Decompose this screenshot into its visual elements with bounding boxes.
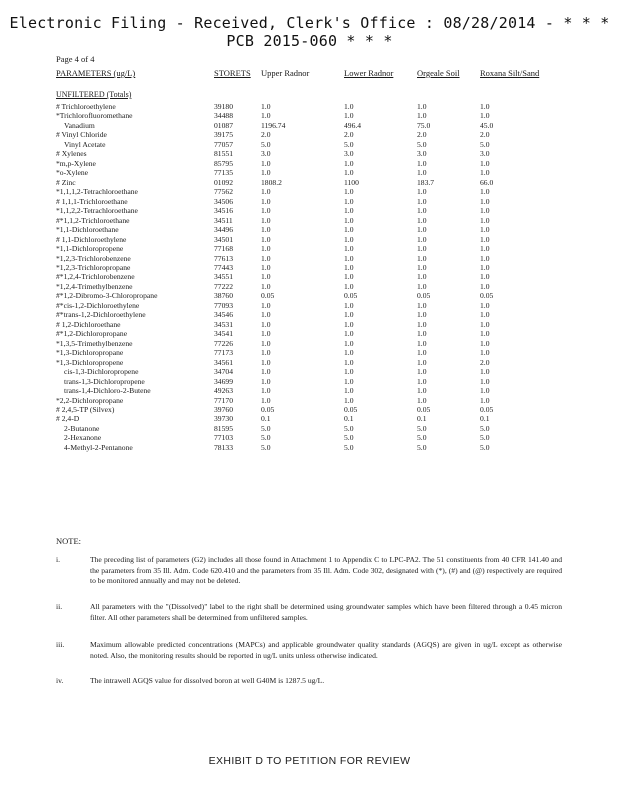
roxana-value: 1.0	[480, 319, 490, 329]
orgeale-soil-value: 1.0	[417, 348, 427, 358]
table-row	[56, 329, 576, 338]
col-header-orgeale-soil: Orgeale Soil	[417, 68, 460, 78]
lower-radnor-value: 1.0	[344, 395, 354, 405]
table-row	[56, 187, 576, 196]
storet-code: 77222	[214, 281, 233, 291]
orgeale-soil-value: 1.0	[417, 272, 427, 282]
orgeale-soil-value: 1.0	[417, 262, 427, 272]
parameter-name: *m,p-Xylene	[56, 158, 96, 168]
lower-radnor-value: 1.0	[344, 281, 354, 291]
table-row	[56, 433, 576, 442]
page-number: Page 4 of 4	[56, 54, 95, 64]
storet-code: 85795	[214, 158, 233, 168]
orgeale-soil-value: 1.0	[417, 187, 427, 197]
roxana-value: 2.0	[480, 357, 490, 367]
note-number: i.	[56, 555, 61, 564]
lower-radnor-value: 0.05	[344, 405, 358, 414]
storet-code: 39760	[214, 405, 233, 414]
roxana-value: 1.0	[480, 168, 490, 178]
storet-code: 39180	[214, 102, 233, 111]
parameter-name: Vinyl Acetate	[64, 139, 106, 149]
upper-radnor-value: 1.0	[261, 310, 271, 320]
orgeale-soil-value: 1.0	[417, 234, 427, 244]
table-row	[56, 216, 576, 225]
orgeale-soil-value: 1.0	[417, 215, 427, 225]
table-row	[56, 301, 576, 310]
table-row	[56, 140, 576, 149]
parameter-name: #*1,2,4-Trichlorobenzene	[56, 272, 135, 282]
orgeale-soil-value: 1.0	[417, 386, 427, 396]
table-row	[56, 348, 576, 357]
upper-radnor-value: 3.0	[261, 149, 271, 159]
upper-radnor-value: 1.0	[261, 300, 271, 310]
note-text: The preceding list of parameters (G2) includes all those found in Attachment 1 to Appendix C to LPC-PA2. The 51 constituents from 40 CFR 141.40 and the parameters from 35 Ill. Adm. Code 620.410 and the parameters from 35 Ill. Adm. Code 302, designated with (*), (#) and (@) respectively are required to be monitored annually and may not be deleted.	[90, 555, 562, 585]
col-header-parameters: PARAMETERS (ug/L)	[56, 68, 136, 78]
lower-radnor-value: 1100	[344, 177, 359, 187]
storet-code: 77093	[214, 300, 233, 310]
roxana-value: 5.0	[480, 433, 490, 443]
upper-radnor-value: 1.0	[261, 376, 271, 386]
lower-radnor-value: 1.0	[344, 329, 354, 339]
parameter-name: *1,1-Dichloropropene	[56, 244, 124, 254]
orgeale-soil-value: 75.0	[417, 120, 431, 130]
upper-radnor-value: 1.0	[261, 187, 271, 197]
parameter-name: trans-1,4-Dichloro-2-Butene	[64, 386, 151, 396]
lower-radnor-value: 1.0	[344, 168, 354, 178]
parameter-name: *o-Xylene	[56, 168, 89, 178]
roxana-value: 1.0	[480, 281, 490, 291]
upper-radnor-value: 0.1	[261, 414, 271, 424]
roxana-value: 1.0	[480, 206, 490, 216]
storet-code: 81595	[214, 423, 233, 433]
roxana-value: 1.0	[480, 158, 490, 168]
parameter-name: Vanadium	[64, 120, 95, 130]
roxana-value: 1.0	[480, 262, 490, 272]
roxana-value: 1.0	[480, 253, 490, 263]
roxana-value: 1.0	[480, 348, 490, 358]
parameter-name: *1,2,3-Trichlorobenzene	[56, 253, 131, 263]
upper-radnor-value: 1.0	[261, 102, 271, 111]
upper-radnor-value: 1.0	[261, 272, 271, 282]
roxana-value: 1.0	[480, 376, 490, 386]
note-number: ii.	[56, 602, 63, 611]
lower-radnor-value: 1.0	[344, 376, 354, 386]
table-row	[56, 272, 576, 281]
storet-code: 77173	[214, 348, 233, 358]
orgeale-soil-value: 1.0	[417, 310, 427, 320]
table-row	[56, 197, 576, 206]
orgeale-soil-value: 1.0	[417, 300, 427, 310]
storet-code: 38760	[214, 291, 233, 301]
orgeale-soil-value: 2.0	[417, 130, 427, 140]
orgeale-soil-value: 1.0	[417, 367, 427, 377]
roxana-value: 1.0	[480, 225, 490, 235]
table-row	[56, 149, 576, 158]
lower-radnor-value: 1.0	[344, 158, 354, 168]
orgeale-soil-value: 1.0	[417, 357, 427, 367]
upper-radnor-value: 1.0	[261, 225, 271, 235]
parameter-name: # 1,2-Dichloroethane	[56, 319, 121, 329]
storet-code: 77443	[214, 262, 233, 272]
parameter-name: #*1,2-Dibromo-3-Chloropropane	[56, 291, 158, 301]
upper-radnor-value: 1.0	[261, 253, 271, 263]
upper-radnor-value: 1.0	[261, 386, 271, 396]
parameter-name: # Trichloroethylene	[56, 102, 116, 111]
lower-radnor-value: 1.0	[344, 253, 354, 263]
table-row	[56, 206, 576, 215]
upper-radnor-value: 5.0	[261, 442, 271, 452]
parameter-name: *1,1,1,2-Tetrachloroethane	[56, 187, 138, 197]
parameter-name: *Trichlorofluoromethane	[56, 111, 133, 121]
upper-radnor-value: 1.0	[261, 215, 271, 225]
parameter-name: *1,1,2,2-Tetrachloroethane	[56, 206, 138, 216]
upper-radnor-value: 1.0	[261, 319, 271, 329]
orgeale-soil-value: 1.0	[417, 329, 427, 339]
storet-code: 34516	[214, 206, 233, 216]
roxana-value: 1.0	[480, 300, 490, 310]
table-row	[56, 225, 576, 234]
lower-radnor-value: 1.0	[344, 196, 354, 206]
storet-code: 34704	[214, 367, 233, 377]
col-header-upper-radnor: Upper Radnor	[261, 68, 310, 78]
table-row	[56, 282, 576, 291]
table-row	[56, 102, 576, 111]
upper-radnor-value: 5.0	[261, 423, 271, 433]
table-row	[56, 443, 576, 452]
storet-code: 34506	[214, 196, 233, 206]
lower-radnor-value: 1.0	[344, 348, 354, 358]
parameter-name: trans-1,3-Dichloropropene	[64, 376, 145, 386]
upper-radnor-value: 5.0	[261, 433, 271, 443]
upper-radnor-value: 1.0	[261, 338, 271, 348]
orgeale-soil-value: 1.0	[417, 111, 427, 121]
filing-banner: Electronic Filing - Received, Clerk's Office : 08/28/2014 - * * * PCB 2015-060 * * *	[9, 14, 610, 50]
roxana-value: 0.05	[480, 405, 494, 414]
lower-radnor-value: 1.0	[344, 111, 354, 121]
col-header-storets: STORETS	[214, 68, 251, 78]
table-row	[56, 358, 576, 367]
orgeale-soil-value: 1.0	[417, 253, 427, 263]
lower-radnor-value: 1.0	[344, 187, 354, 197]
storet-code: 34546	[214, 310, 233, 320]
table-header	[56, 68, 576, 80]
table-row	[56, 159, 576, 168]
table-row	[56, 291, 576, 300]
parameter-name: *1,3,5-Trimethylbenzene	[56, 338, 133, 348]
upper-radnor-value: 1.0	[261, 367, 271, 377]
lower-radnor-value: 1.0	[344, 234, 354, 244]
table-row	[56, 339, 576, 348]
storet-code: 34551	[214, 272, 233, 282]
orgeale-soil-value: 5.0	[417, 423, 427, 433]
parameter-name: #*1,2-Dichloropropane	[56, 329, 128, 339]
parameter-name: #*1,1,2-Trichloroethane	[56, 215, 130, 225]
storet-code: 77103	[214, 433, 233, 443]
lower-radnor-value: 1.0	[344, 225, 354, 235]
storet-code: 77562	[214, 187, 233, 197]
lower-radnor-value: 1.0	[344, 206, 354, 216]
roxana-value: 2.0	[480, 130, 490, 140]
lower-radnor-value: 1.0	[344, 310, 354, 320]
roxana-value: 1.0	[480, 338, 490, 348]
exhibit-footer: EXHIBIT D TO PETITION FOR REVIEW	[208, 755, 411, 767]
parameter-name: # 1,1-Dichloroethylene	[56, 234, 127, 244]
lower-radnor-value: 5.0	[344, 139, 354, 149]
upper-radnor-value: 1.0	[261, 357, 271, 367]
storet-code: 39730	[214, 414, 233, 424]
storet-code: 34561	[214, 357, 233, 367]
lower-radnor-value: 1.0	[344, 215, 354, 225]
roxana-value: 45.0	[480, 120, 494, 130]
parameter-name: # Xylenes	[56, 149, 87, 159]
roxana-value: 1.0	[480, 215, 490, 225]
orgeale-soil-value: 1.0	[417, 196, 427, 206]
table-row	[56, 168, 576, 177]
orgeale-soil-value: 1.0	[417, 376, 427, 386]
lower-radnor-value: 1.0	[344, 367, 354, 377]
roxana-value: 1.0	[480, 234, 490, 244]
roxana-value: 1.0	[480, 395, 490, 405]
parameter-name: # Zinc	[56, 177, 76, 187]
orgeale-soil-value: 1.0	[417, 102, 427, 111]
lower-radnor-value: 1.0	[344, 262, 354, 272]
storet-code: 34531	[214, 319, 233, 329]
upper-radnor-value: 1.0	[261, 196, 271, 206]
parameter-name: *1,3-Dichloropropane	[56, 348, 124, 358]
lower-radnor-value: 1.0	[344, 338, 354, 348]
lower-radnor-value: 1.0	[344, 386, 354, 396]
storet-code: 77226	[214, 338, 233, 348]
orgeale-soil-value: 1.0	[417, 206, 427, 216]
lower-radnor-value: 1.0	[344, 244, 354, 254]
table-row	[56, 414, 576, 423]
section-label: UNFILTERED (Totals)	[56, 90, 132, 99]
upper-radnor-value: 1.0	[261, 281, 271, 291]
table-row	[56, 178, 576, 187]
upper-radnor-value: 1.0	[261, 158, 271, 168]
parameter-name: *1,3-Dichloropropene	[56, 357, 124, 367]
upper-radnor-value: 1.0	[261, 329, 271, 339]
roxana-value: 1.0	[480, 102, 490, 111]
upper-radnor-value: 0.05	[261, 291, 275, 301]
table-row	[56, 130, 576, 139]
lower-radnor-value: 1.0	[344, 102, 354, 111]
upper-radnor-value: 5.0	[261, 139, 271, 149]
parameter-name: # 2,4,5-TP (Silvex)	[56, 405, 115, 414]
storet-code: 34699	[214, 376, 233, 386]
storet-code: 34541	[214, 329, 233, 339]
note-number: iv.	[56, 676, 64, 685]
storet-code: 01092	[214, 177, 233, 187]
parameter-name: 4-Methyl-2-Pentanone	[64, 442, 133, 452]
note-number: iii.	[56, 640, 65, 649]
table-row	[56, 263, 576, 272]
orgeale-soil-value: 183.7	[417, 177, 435, 187]
note-text: All parameters with the "(Dissolved)" label to the right shall be determined using groundwater samples which have been filtered through a 0.45 micron filter. All other parameters shall be determined from unfiltered samples.	[90, 602, 562, 622]
storet-code: 34488	[214, 111, 233, 121]
lower-radnor-value: 496.4	[344, 120, 362, 130]
storet-code: 77057	[214, 139, 233, 149]
lower-radnor-value: 2.0	[344, 130, 354, 140]
table-row	[56, 235, 576, 244]
parameter-name: #*trans-1,2-Dichloroethylene	[56, 310, 146, 320]
orgeale-soil-value: 1.0	[417, 281, 427, 291]
notes-title: NOTE:	[56, 536, 82, 546]
orgeale-soil-value: 5.0	[417, 442, 427, 452]
parameter-name: *1,2,3-Trichloropropane	[56, 262, 131, 272]
upper-radnor-value: 1.0	[261, 395, 271, 405]
upper-radnor-value: 1.0	[261, 111, 271, 121]
table-row	[56, 121, 576, 130]
table-row	[56, 111, 576, 120]
roxana-value: 1.0	[480, 310, 490, 320]
storet-code: 77168	[214, 244, 233, 254]
parameter-name: # 2,4-D	[56, 414, 80, 424]
table-row	[56, 396, 576, 405]
storet-code: 34501	[214, 234, 233, 244]
col-header-roxana: Roxana Silt/Sand	[480, 68, 540, 78]
table-row	[56, 254, 576, 263]
upper-radnor-value: 0.05	[261, 405, 275, 414]
lower-radnor-value: 0.05	[344, 291, 358, 301]
roxana-value: 1.0	[480, 244, 490, 254]
roxana-value: 1.0	[480, 386, 490, 396]
orgeale-soil-value: 5.0	[417, 139, 427, 149]
lower-radnor-value: 1.0	[344, 357, 354, 367]
orgeale-soil-value: 1.0	[417, 338, 427, 348]
roxana-value: 1.0	[480, 272, 490, 282]
roxana-value: 0.1	[480, 414, 490, 424]
upper-radnor-value: 1.0	[261, 234, 271, 244]
roxana-value: 1.0	[480, 329, 490, 339]
orgeale-soil-value: 5.0	[417, 433, 427, 443]
orgeale-soil-value: 0.05	[417, 405, 431, 414]
upper-radnor-value: 1.0	[261, 206, 271, 216]
storet-code: 34496	[214, 225, 233, 235]
parameter-name: cis-1,3-Dichloropropene	[64, 367, 139, 377]
orgeale-soil-value: 1.0	[417, 395, 427, 405]
upper-radnor-value: 2.0	[261, 130, 271, 140]
roxana-value: 5.0	[480, 139, 490, 149]
upper-radnor-value: 1.0	[261, 244, 271, 254]
orgeale-soil-value: 1.0	[417, 168, 427, 178]
storet-code: 77170	[214, 395, 233, 405]
storet-code: 39175	[214, 130, 233, 140]
roxana-value: 5.0	[480, 423, 490, 433]
orgeale-soil-value: 0.1	[417, 414, 427, 424]
parameter-name: # Vinyl Chloride	[56, 130, 107, 140]
table-row	[56, 320, 576, 329]
table-row	[56, 405, 576, 414]
storet-code: 49263	[214, 386, 233, 396]
lower-radnor-value: 5.0	[344, 423, 354, 433]
storet-code: 34511	[214, 215, 233, 225]
lower-radnor-value: 1.0	[344, 300, 354, 310]
parameter-name: # 1,1,1-Trichloroethane	[56, 196, 128, 206]
orgeale-soil-value: 1.0	[417, 158, 427, 168]
roxana-value: 1.0	[480, 367, 490, 377]
roxana-value: 5.0	[480, 442, 490, 452]
orgeale-soil-value: 1.0	[417, 225, 427, 235]
table-row	[56, 310, 576, 319]
lower-radnor-value: 5.0	[344, 442, 354, 452]
parameter-name: *2,2-Dichloropropane	[56, 395, 124, 405]
lower-radnor-value: 1.0	[344, 319, 354, 329]
lower-radnor-value: 5.0	[344, 433, 354, 443]
roxana-value: 66.0	[480, 177, 494, 187]
table-row	[56, 367, 576, 376]
roxana-value: 1.0	[480, 187, 490, 197]
storet-code: 77613	[214, 253, 233, 263]
orgeale-soil-value: 3.0	[417, 149, 427, 159]
orgeale-soil-value: 1.0	[417, 244, 427, 254]
parameter-name: #*cis-1,2-Dichloroethylene	[56, 300, 140, 310]
lower-radnor-value: 1.0	[344, 272, 354, 282]
roxana-value: 0.05	[480, 291, 494, 301]
storet-code: 77135	[214, 168, 233, 178]
table-row	[56, 377, 576, 386]
storet-code: 81551	[214, 149, 233, 159]
upper-radnor-value: 1.0	[261, 168, 271, 178]
upper-radnor-value: 1.0	[261, 262, 271, 272]
storet-code: 01087	[214, 120, 233, 130]
parameter-name: *1,2,4-Trimethylbenzene	[56, 281, 133, 291]
lower-radnor-value: 3.0	[344, 149, 354, 159]
upper-radnor-value: 1196.74	[261, 120, 286, 130]
upper-radnor-value: 1808.2	[261, 177, 282, 187]
roxana-value: 3.0	[480, 149, 490, 159]
parameter-table	[56, 102, 576, 452]
lower-radnor-value: 0.1	[344, 414, 354, 424]
roxana-value: 1.0	[480, 196, 490, 206]
col-header-lower-radnor: Lower Radnor	[344, 68, 394, 78]
table-row	[56, 424, 576, 433]
orgeale-soil-value: 0.05	[417, 291, 431, 301]
parameter-name: *1,1-Dichloroethane	[56, 225, 119, 235]
orgeale-soil-value: 1.0	[417, 319, 427, 329]
upper-radnor-value: 1.0	[261, 348, 271, 358]
storet-code: 78133	[214, 442, 233, 452]
parameter-name: 2-Butanone	[64, 423, 100, 433]
roxana-value: 1.0	[480, 111, 490, 121]
table-row	[56, 386, 576, 395]
table-row	[56, 244, 576, 253]
note-text: Maximum allowable predicted concentrations (MAPCs) and applicable groundwater quality standards (AGQS) are given in ug/L except as otherwise noted. Also, the monitoring results should be reported in ug/L units unless otherwise indicated.	[90, 640, 562, 660]
parameter-name: 2-Hexanone	[64, 433, 102, 443]
note-text: The intrawell AGQS value for dissolved boron at well G40M is 1287.5 ug/L.	[90, 676, 325, 685]
